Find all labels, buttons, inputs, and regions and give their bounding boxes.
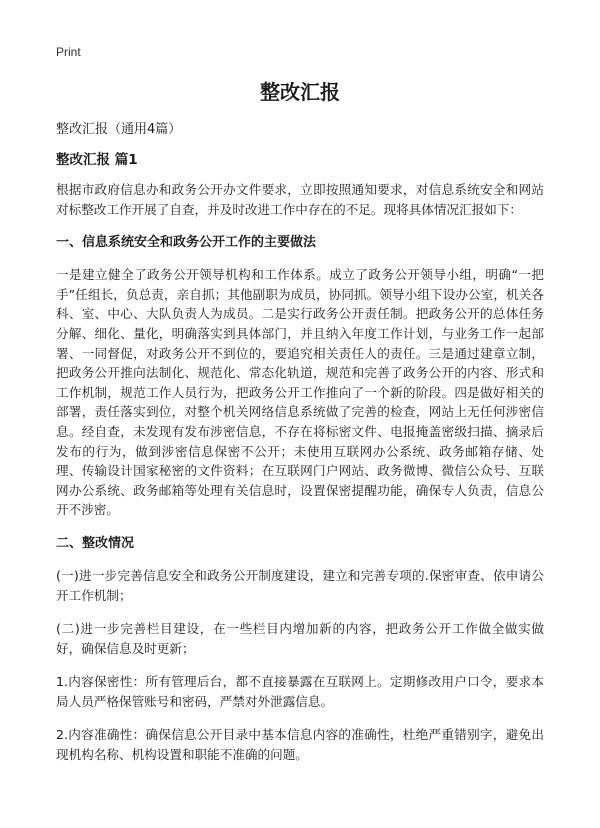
main-practices-paragraph: 一是建立健全了政务公开领导机构和工作体系。成立了政务公开领导小组，明确“一把手”任组长，负总责，亲自抓；其他副职为成员，协同抓。领导小组下设办公室，机关各科、室、中心、大队负责人为成员。二是实行政务公开责任制。把政务公开的总体任务分解、细化、量化，明确落实到具体部门，并且纳入年度工作计划，与业务工作一起部署、一同督促，对政务公开不到位的，要追究相关责任人的责任。三是通过建章立制，把政务公开推向法制化、规范化、常态化轨道，规范和完善了政务公开的内容、形式和工作机制，规范工作人员行为，把政务公开工作推向了一个新的阶段。四是做好相关的部署，责任落实到位，对整个机关网络信息系统做了完善的检查，网站上无任何涉密信息。经自查，未发现有发布涉密信息，不存在将标密文件、电报掩盖密级扫描、摘录后发布的行为，做到涉密信息保密不公开；未使用互联网办公系统、政务邮箱存储、处理、传输设计国家秘密的文件资料；在互联网门户网站、政务微博、微信公众号、互联网办公系统、政务邮箱等处理有关信息时，设置保密提醒功能，确保专人负责，信息公开不涉密。 (56, 267, 544, 518)
part-heading: 整改汇报 篇1 (56, 152, 138, 168)
section-heading-rectification: 二、整改情况 (56, 535, 135, 551)
intro-paragraph: 根据市政府信息办和政务公开办文件要求，立即按照通知要求，对信息系统安全和网站对标整改工作开展了自查，并及时改进工作中存在的不足。现将具体情况汇报如下： (56, 182, 544, 217)
section-heading-main-practices: 一、信息系统安全和政务公开工作的主要做法 (56, 235, 317, 251)
print-label: Print (56, 45, 81, 59)
rectification-item-2: (二)进一步完善栏目建设，在一些栏目内增加新的内容，把政务公开工作做全做实做好，确保信息及时更新； (56, 621, 544, 656)
rectification-item-1: (一)进一步完善信息安全和政务公开制度建设，建立和完善专项的.保密审查、依申请公开工作机制； (56, 567, 544, 603)
document-subtitle: 整改汇报（通用4篇） (56, 122, 182, 137)
rectification-item-4: 2.内容准确性：确保信息公开目录中基本信息内容的准确性，杜绝严重错别字，避免出现机构名称、机构设置和职能不准确的问题。 (56, 727, 544, 763)
document-title: 整改汇报 (260, 80, 340, 104)
rectification-item-3: 1.内容保密性：所有管理后台，都不直接暴露在互联网上。定期修改用户口令，要求本局人员严格保管账号和密码，严禁对外泄露信息。 (56, 674, 544, 709)
